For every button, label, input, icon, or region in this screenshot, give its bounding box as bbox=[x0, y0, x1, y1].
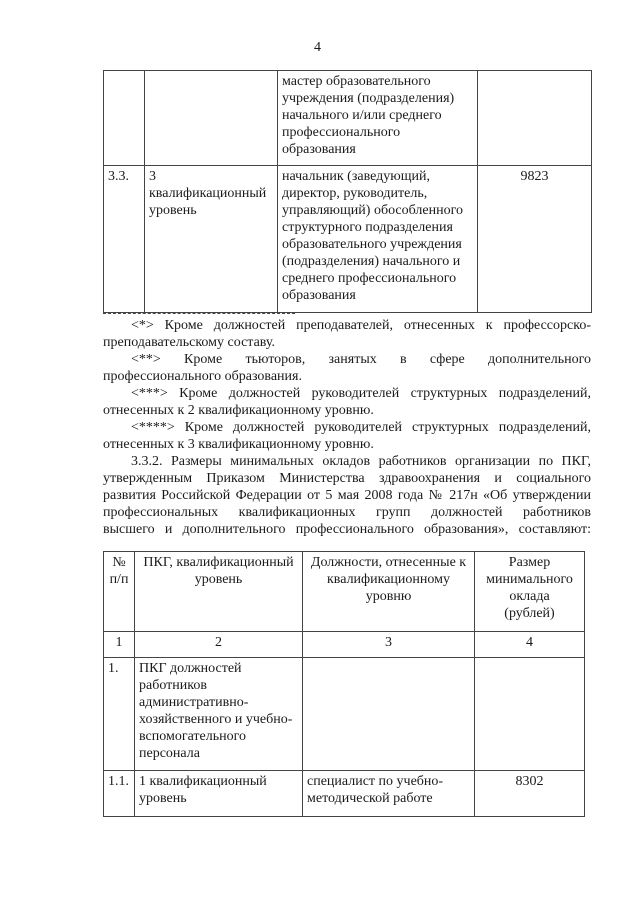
footnote-4: <****> Кроме должностей руководителей структурных подразделений, отнесенных к 3 квалификационному уровню. bbox=[103, 420, 591, 452]
footnote-2: <**> Кроме тьюторов, занятых в сфере дополнительного профессионального образования. bbox=[103, 352, 591, 384]
salary-table-continued bbox=[103, 70, 592, 313]
qualification-level-cell bbox=[145, 71, 278, 166]
row-number-cell: 1. bbox=[104, 658, 135, 771]
pkg-cell: 1 квалификационный уровень bbox=[135, 771, 303, 817]
table-row bbox=[104, 166, 592, 313]
page-number: 4 bbox=[314, 40, 321, 55]
footnote-1: <*> Кроме должностей преподавателей, отнесенных к профессорско- преподавательскому составу. bbox=[103, 318, 591, 350]
salary-cell: 9823 bbox=[478, 166, 592, 313]
positions-cell: специалист по учебно- методической работе bbox=[303, 771, 475, 817]
column-number: 1 bbox=[104, 632, 135, 658]
table-header-row bbox=[104, 552, 585, 632]
column-number: 2 bbox=[135, 632, 303, 658]
table-row bbox=[104, 71, 592, 166]
header-pkg: ПКГ, квалификационный уровень bbox=[135, 552, 303, 632]
qualification-level-cell: 3 квалификационный уровень bbox=[145, 166, 278, 313]
footnotes bbox=[103, 313, 591, 538]
row-number-cell bbox=[104, 71, 145, 166]
column-number: 3 bbox=[303, 632, 475, 658]
header-salary: Размер минимального оклада (рублей) bbox=[475, 552, 585, 632]
paragraph-3-3-2: 3.3.2. Размеры минимальных окладов работников организации по ПКГ, утвержденным Приказом Министерства здравоохранения и социального развития Российской Федерации от 5 мая 2008 года № 217н «Об утверждении профессиональных квалификационных групп должностей работников высшего и дополнительного профессионального образования», составляют: bbox=[103, 454, 591, 537]
positions-cell: начальник (заведующий, директор, руководитель, управляющий) обособленного структурного подразделения образовательного учреждения (подразделения) начального и среднего профессионального образования bbox=[278, 166, 478, 313]
header-positions: Должности, отнесенные к квалификационному уровню bbox=[303, 552, 475, 632]
column-number: 4 bbox=[475, 632, 585, 658]
footnote-3: <***> Кроме должностей руководителей структурных подразделений, отнесенных к 2 квалификационному уровню. bbox=[103, 386, 591, 418]
row-number-cell: 3.3. bbox=[104, 166, 145, 313]
row-number-cell: 1.1. bbox=[104, 771, 135, 817]
positions-cell: мастер образовательного учреждения (подразделения) начального и/или среднего профессионального образования bbox=[278, 71, 478, 166]
table-row bbox=[104, 771, 585, 817]
salary-cell: 8302 bbox=[475, 771, 585, 817]
table-row bbox=[104, 658, 585, 771]
footnote-separator bbox=[103, 313, 295, 314]
column-number-row bbox=[104, 632, 585, 658]
pkg-cell: ПКГ должностей работников административно- хозяйственного и учебно- вспомогательного персонала bbox=[135, 658, 303, 771]
salary-cell bbox=[478, 71, 592, 166]
salary-cell bbox=[475, 658, 585, 771]
positions-cell bbox=[303, 658, 475, 771]
salary-table-pkg bbox=[103, 551, 585, 817]
header-number: № п/п bbox=[104, 552, 135, 632]
